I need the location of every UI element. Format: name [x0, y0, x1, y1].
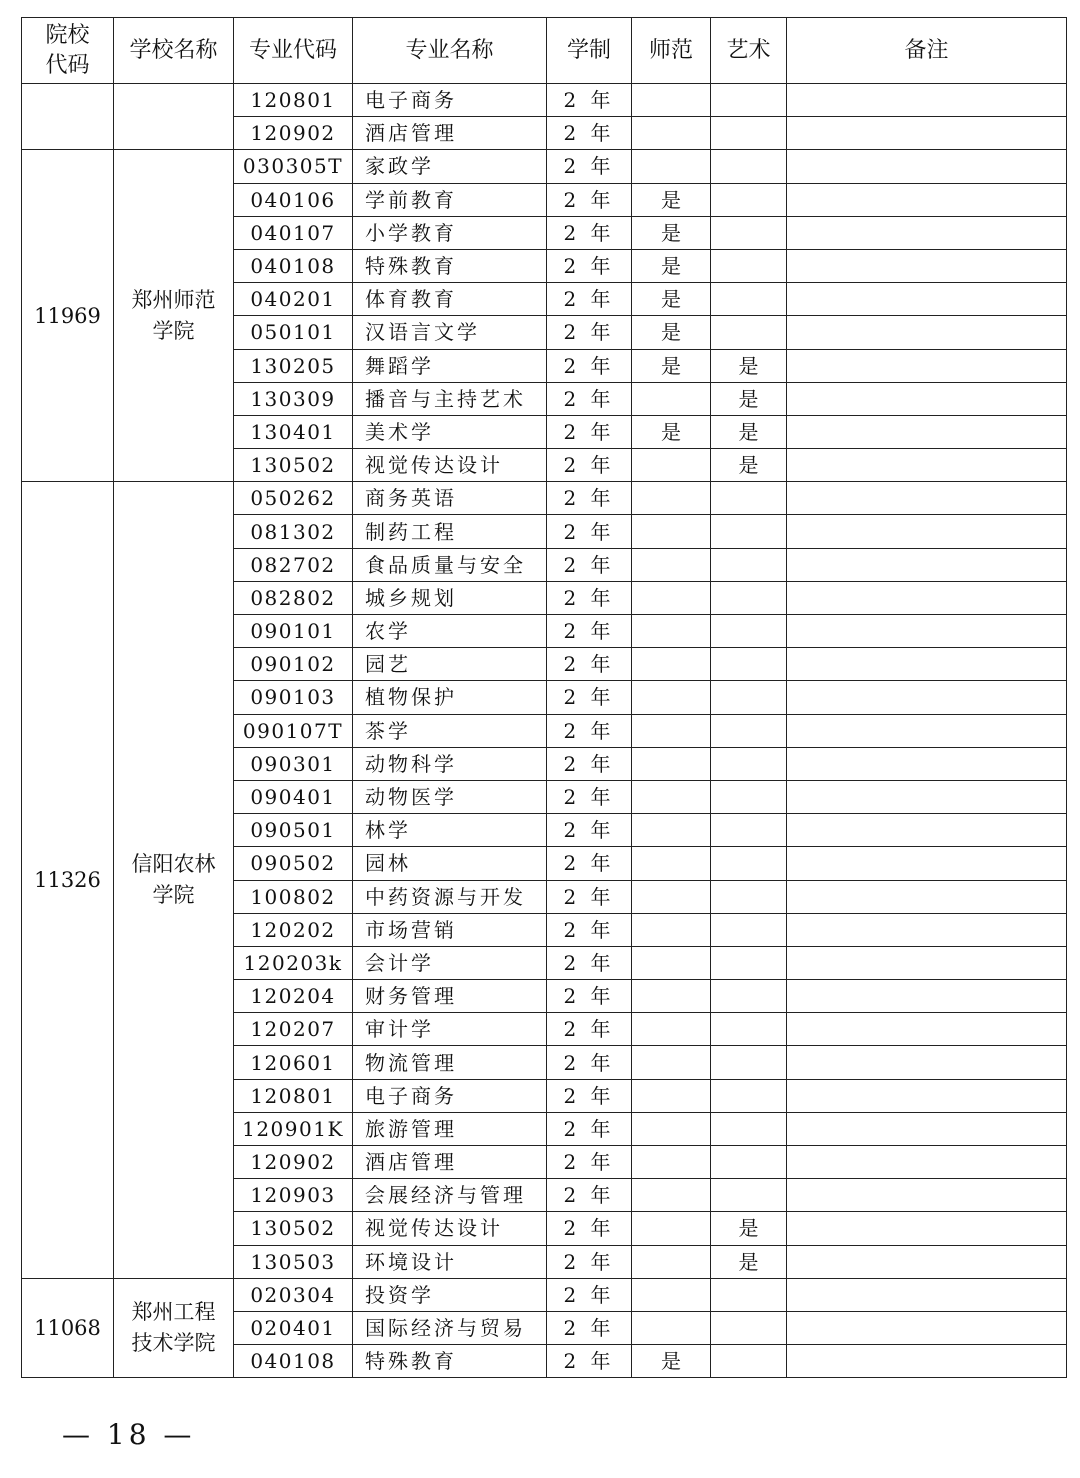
duration-cell: 2 年	[547, 980, 632, 1013]
teacher-training-cell	[632, 1311, 711, 1344]
major-name-cell: 特殊教育	[353, 249, 547, 282]
duration-cell: 2 年	[547, 349, 632, 382]
major-code-cell: 040108	[234, 1345, 353, 1378]
teacher-training-cell: 是	[632, 249, 711, 282]
duration-cell: 2 年	[547, 1212, 632, 1245]
major-name-cell: 特殊教育	[353, 1345, 547, 1378]
school-code-cell: 11068	[22, 1278, 114, 1378]
duration-cell: 2 年	[547, 1345, 632, 1378]
duration-cell: 2 年	[547, 747, 632, 780]
duration-cell: 2 年	[547, 913, 632, 946]
major-name-cell: 酒店管理	[353, 117, 547, 150]
duration-cell: 2 年	[547, 847, 632, 880]
table-row	[22, 84, 1067, 117]
note-cell	[787, 283, 1067, 316]
teacher-training-cell	[632, 1278, 711, 1311]
art-cell: 是	[711, 415, 787, 448]
major-code-cell: 120203k	[234, 946, 353, 979]
art-cell: 是	[711, 449, 787, 482]
art-cell	[711, 1179, 787, 1212]
teacher-training-cell	[632, 548, 711, 581]
major-code-cell: 120601	[234, 1046, 353, 1079]
teacher-training-cell	[632, 382, 711, 415]
major-name-cell: 美术学	[353, 415, 547, 448]
major-name-cell: 市场营销	[353, 913, 547, 946]
note-cell	[787, 216, 1067, 249]
teacher-training-cell	[632, 847, 711, 880]
note-cell	[787, 913, 1067, 946]
major-code-cell: 050101	[234, 316, 353, 349]
duration-cell: 2 年	[547, 283, 632, 316]
school-name-cell: 郑州师范 学院	[114, 150, 234, 482]
note-cell	[787, 482, 1067, 515]
duration-cell: 2 年	[547, 548, 632, 581]
major-code-cell: 081302	[234, 515, 353, 548]
major-code-cell: 090501	[234, 814, 353, 847]
art-cell	[711, 1278, 787, 1311]
art-cell	[711, 581, 787, 614]
art-cell	[711, 946, 787, 979]
note-cell	[787, 880, 1067, 913]
art-cell: 是	[711, 1212, 787, 1245]
major-name-cell: 会展经济与管理	[353, 1179, 547, 1212]
table-row	[22, 482, 1067, 515]
major-name-cell: 小学教育	[353, 216, 547, 249]
teacher-training-cell	[632, 482, 711, 515]
duration-cell: 2 年	[547, 117, 632, 150]
duration-cell: 2 年	[547, 150, 632, 183]
note-cell	[787, 1345, 1067, 1378]
duration-cell: 2 年	[547, 1112, 632, 1145]
duration-cell: 2 年	[547, 714, 632, 747]
note-cell	[787, 1013, 1067, 1046]
teacher-training-cell	[632, 150, 711, 183]
teacher-training-cell	[632, 581, 711, 614]
teacher-training-cell	[632, 117, 711, 150]
header-school-name: 学校名称	[114, 18, 234, 84]
major-name-cell: 酒店管理	[353, 1146, 547, 1179]
teacher-training-cell	[632, 747, 711, 780]
major-name-cell: 视觉传达设计	[353, 1212, 547, 1245]
major-name-cell: 审计学	[353, 1013, 547, 1046]
note-cell	[787, 1112, 1067, 1145]
header-row	[22, 18, 1067, 84]
school-code-cell	[22, 84, 114, 150]
art-cell	[711, 150, 787, 183]
header-major-name: 专业名称	[353, 18, 547, 84]
major-name-cell: 财务管理	[353, 980, 547, 1013]
major-code-cell: 030305T	[234, 150, 353, 183]
major-name-cell: 园艺	[353, 648, 547, 681]
note-cell	[787, 1179, 1067, 1212]
major-name-cell: 视觉传达设计	[353, 449, 547, 482]
teacher-training-cell	[632, 681, 711, 714]
note-cell	[787, 515, 1067, 548]
major-code-cell: 130309	[234, 382, 353, 415]
majors-table	[21, 17, 1067, 1378]
major-name-cell: 体育教育	[353, 283, 547, 316]
duration-cell: 2 年	[547, 615, 632, 648]
note-cell	[787, 449, 1067, 482]
art-cell	[711, 183, 787, 216]
duration-cell: 2 年	[547, 216, 632, 249]
major-name-cell: 制药工程	[353, 515, 547, 548]
note-cell	[787, 1245, 1067, 1278]
duration-cell: 2 年	[547, 84, 632, 117]
teacher-training-cell: 是	[632, 349, 711, 382]
major-name-cell: 农学	[353, 615, 547, 648]
header-duration: 学制	[547, 18, 632, 84]
major-name-cell: 舞蹈学	[353, 349, 547, 382]
header-art: 艺术	[711, 18, 787, 84]
art-cell	[711, 84, 787, 117]
note-cell	[787, 946, 1067, 979]
note-cell	[787, 747, 1067, 780]
duration-cell: 2 年	[547, 1179, 632, 1212]
major-code-cell: 120801	[234, 84, 353, 117]
school-code-cell: 11326	[22, 482, 114, 1279]
art-cell	[711, 714, 787, 747]
school-name-cell	[114, 84, 234, 150]
teacher-training-cell	[632, 946, 711, 979]
art-cell	[711, 515, 787, 548]
major-code-cell: 040201	[234, 283, 353, 316]
duration-cell: 2 年	[547, 515, 632, 548]
major-name-cell: 汉语言文学	[353, 316, 547, 349]
page-number: — 18 —	[62, 1418, 196, 1451]
note-cell	[787, 415, 1067, 448]
major-code-cell: 090301	[234, 747, 353, 780]
major-name-cell: 植物保护	[353, 681, 547, 714]
major-code-cell: 120202	[234, 913, 353, 946]
school-code-cell: 11969	[22, 150, 114, 482]
duration-cell: 2 年	[547, 1311, 632, 1344]
major-code-cell: 040108	[234, 249, 353, 282]
note-cell	[787, 714, 1067, 747]
art-cell: 是	[711, 382, 787, 415]
duration-cell: 2 年	[547, 1278, 632, 1311]
major-name-cell: 动物医学	[353, 780, 547, 813]
note-cell	[787, 648, 1067, 681]
major-name-cell: 商务英语	[353, 482, 547, 515]
teacher-training-cell	[632, 1245, 711, 1278]
note-cell	[787, 847, 1067, 880]
major-code-cell: 040106	[234, 183, 353, 216]
major-name-cell: 家政学	[353, 150, 547, 183]
major-code-cell: 090401	[234, 780, 353, 813]
duration-cell: 2 年	[547, 946, 632, 979]
major-code-cell: 120903	[234, 1179, 353, 1212]
duration-cell: 2 年	[547, 1013, 632, 1046]
note-cell	[787, 84, 1067, 117]
note-cell	[787, 581, 1067, 614]
duration-cell: 2 年	[547, 249, 632, 282]
major-name-cell: 环境设计	[353, 1245, 547, 1278]
teacher-training-cell: 是	[632, 415, 711, 448]
note-cell	[787, 615, 1067, 648]
art-cell	[711, 814, 787, 847]
teacher-training-cell	[632, 1112, 711, 1145]
major-name-cell: 物流管理	[353, 1046, 547, 1079]
major-code-cell: 120207	[234, 1013, 353, 1046]
teacher-training-cell	[632, 449, 711, 482]
duration-cell: 2 年	[547, 1245, 632, 1278]
teacher-training-cell	[632, 1212, 711, 1245]
art-cell	[711, 1146, 787, 1179]
table-row	[22, 150, 1067, 183]
art-cell: 是	[711, 1245, 787, 1278]
teacher-training-cell	[632, 780, 711, 813]
teacher-training-cell	[632, 1146, 711, 1179]
major-name-cell: 电子商务	[353, 84, 547, 117]
duration-cell: 2 年	[547, 814, 632, 847]
teacher-training-cell	[632, 1179, 711, 1212]
duration-cell: 2 年	[547, 183, 632, 216]
duration-cell: 2 年	[547, 581, 632, 614]
note-cell	[787, 1212, 1067, 1245]
note-cell	[787, 316, 1067, 349]
duration-cell: 2 年	[547, 382, 632, 415]
teacher-training-cell	[632, 1013, 711, 1046]
major-code-cell: 130502	[234, 449, 353, 482]
art-cell	[711, 1013, 787, 1046]
duration-cell: 2 年	[547, 648, 632, 681]
teacher-training-cell	[632, 615, 711, 648]
major-name-cell: 园林	[353, 847, 547, 880]
major-code-cell: 090102	[234, 648, 353, 681]
major-code-cell: 120204	[234, 980, 353, 1013]
major-code-cell: 130503	[234, 1245, 353, 1278]
major-code-cell: 120901K	[234, 1112, 353, 1145]
major-code-cell: 130401	[234, 415, 353, 448]
major-name-cell: 电子商务	[353, 1079, 547, 1112]
note-cell	[787, 349, 1067, 382]
note-cell	[787, 183, 1067, 216]
teacher-training-cell	[632, 84, 711, 117]
art-cell	[711, 249, 787, 282]
teacher-training-cell	[632, 913, 711, 946]
major-name-cell: 中药资源与开发	[353, 880, 547, 913]
art-cell	[711, 913, 787, 946]
header-major-code: 专业代码	[234, 18, 353, 84]
major-code-cell: 090101	[234, 615, 353, 648]
duration-cell: 2 年	[547, 316, 632, 349]
art-cell	[711, 216, 787, 249]
teacher-training-cell	[632, 980, 711, 1013]
art-cell	[711, 1046, 787, 1079]
note-cell	[787, 150, 1067, 183]
duration-cell: 2 年	[547, 1079, 632, 1112]
teacher-training-cell	[632, 714, 711, 747]
major-code-cell: 020401	[234, 1311, 353, 1344]
teacher-training-cell	[632, 1079, 711, 1112]
major-name-cell: 食品质量与安全	[353, 548, 547, 581]
major-name-cell: 动物科学	[353, 747, 547, 780]
major-code-cell: 090107T	[234, 714, 353, 747]
major-code-cell: 100802	[234, 880, 353, 913]
art-cell	[711, 1345, 787, 1378]
duration-cell: 2 年	[547, 1146, 632, 1179]
major-name-cell: 旅游管理	[353, 1112, 547, 1145]
duration-cell: 2 年	[547, 780, 632, 813]
major-code-cell: 082702	[234, 548, 353, 581]
duration-cell: 2 年	[547, 1046, 632, 1079]
teacher-training-cell: 是	[632, 316, 711, 349]
teacher-training-cell: 是	[632, 283, 711, 316]
major-name-cell: 茶学	[353, 714, 547, 747]
teacher-training-cell	[632, 1046, 711, 1079]
art-cell	[711, 283, 787, 316]
duration-cell: 2 年	[547, 449, 632, 482]
major-code-cell: 050262	[234, 482, 353, 515]
note-cell	[787, 681, 1067, 714]
major-code-cell: 130205	[234, 349, 353, 382]
note-cell	[787, 382, 1067, 415]
duration-cell: 2 年	[547, 415, 632, 448]
art-cell	[711, 548, 787, 581]
major-name-cell: 国际经济与贸易	[353, 1311, 547, 1344]
major-code-cell: 090103	[234, 681, 353, 714]
major-code-cell: 082802	[234, 581, 353, 614]
duration-cell: 2 年	[547, 880, 632, 913]
note-cell	[787, 1046, 1067, 1079]
art-cell	[711, 648, 787, 681]
teacher-training-cell: 是	[632, 216, 711, 249]
note-cell	[787, 249, 1067, 282]
art-cell	[711, 880, 787, 913]
note-cell	[787, 548, 1067, 581]
major-name-cell: 学前教育	[353, 183, 547, 216]
art-cell	[711, 747, 787, 780]
art-cell	[711, 780, 787, 813]
header-school-code: 院校 代码	[22, 18, 114, 84]
note-cell	[787, 1278, 1067, 1311]
header-note: 备注	[787, 18, 1067, 84]
note-cell	[787, 117, 1067, 150]
teacher-training-cell	[632, 648, 711, 681]
note-cell	[787, 980, 1067, 1013]
art-cell	[711, 1079, 787, 1112]
major-name-cell: 城乡规划	[353, 581, 547, 614]
major-name-cell: 林学	[353, 814, 547, 847]
table-row	[22, 1278, 1067, 1311]
teacher-training-cell	[632, 515, 711, 548]
note-cell	[787, 1079, 1067, 1112]
art-cell	[711, 1112, 787, 1145]
art-cell	[711, 847, 787, 880]
art-cell: 是	[711, 349, 787, 382]
note-cell	[787, 780, 1067, 813]
major-code-cell: 020304	[234, 1278, 353, 1311]
art-cell	[711, 316, 787, 349]
school-name-cell: 信阳农林 学院	[114, 482, 234, 1279]
school-name-cell: 郑州工程 技术学院	[114, 1278, 234, 1378]
major-name-cell: 投资学	[353, 1278, 547, 1311]
art-cell	[711, 615, 787, 648]
major-name-cell: 会计学	[353, 946, 547, 979]
note-cell	[787, 814, 1067, 847]
header-teacher-training: 师范	[632, 18, 711, 84]
major-code-cell: 040107	[234, 216, 353, 249]
art-cell	[711, 117, 787, 150]
art-cell	[711, 482, 787, 515]
teacher-training-cell	[632, 814, 711, 847]
note-cell	[787, 1311, 1067, 1344]
art-cell	[711, 1311, 787, 1344]
teacher-training-cell: 是	[632, 1345, 711, 1378]
major-code-cell: 120902	[234, 1146, 353, 1179]
duration-cell: 2 年	[547, 681, 632, 714]
major-code-cell: 120801	[234, 1079, 353, 1112]
note-cell	[787, 1146, 1067, 1179]
art-cell	[711, 681, 787, 714]
teacher-training-cell	[632, 880, 711, 913]
major-code-cell: 130502	[234, 1212, 353, 1245]
art-cell	[711, 980, 787, 1013]
duration-cell: 2 年	[547, 482, 632, 515]
major-name-cell: 播音与主持艺术	[353, 382, 547, 415]
table-body	[22, 84, 1067, 1378]
major-code-cell: 120902	[234, 117, 353, 150]
teacher-training-cell: 是	[632, 183, 711, 216]
major-code-cell: 090502	[234, 847, 353, 880]
